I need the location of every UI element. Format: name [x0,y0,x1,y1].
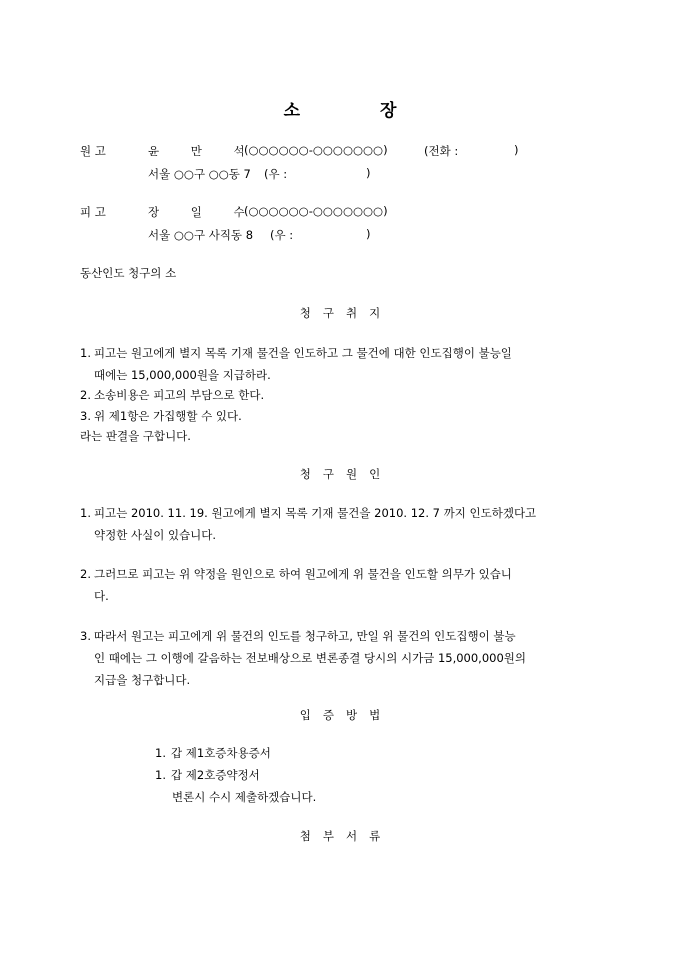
defendant-name: 장 일 수 [148,205,245,219]
evidence-num-2: 1. [155,768,166,782]
claim-purpose-num-3: 3. [80,409,91,423]
title-left: 소 [283,101,300,121]
plaintiff-phone-label: (전화 : [424,144,459,158]
plaintiff-zip-close: ) [366,166,371,180]
plaintiff-role: 원 고 [80,144,106,158]
claim-purpose-heading: 청구취지 [299,306,393,320]
defendant-address: 서울 ○○구 사직동 8 [148,228,254,242]
claim-cause-item-2 [80,563,610,607]
plaintiff-phone-close: ) [514,143,519,157]
defendant-role: 피 고 [80,205,106,219]
claim-purpose-text-1a: 피고는 원고에게 별지 목록 기재 물건을 인도하고 그 물건에 대한 인도집행이 불능일 [94,346,512,360]
defendant-zip-label: (우 : [270,228,294,242]
claim-cause-num-1: 1. [80,506,91,520]
defendant-id: (○○○○○○-○○○○○○○) [244,204,388,218]
claim-cause-num-3: 3. [80,629,91,643]
evidence-num-1: 1. [155,746,166,760]
claim-cause-text-1b: 약정한 사실이 있습니다. [94,528,217,542]
claim-purpose-text-2: 소송비용은 피고의 부담으로 한다. [94,388,265,402]
defendant-zip-close: ) [366,227,371,241]
claim-cause-text-2a: 그러므로 피고는 위 약정을 원인으로 하여 원고에게 위 물건을 인도할 의무가 있습니 [94,567,512,581]
claim-purpose-closing: 라는 판결을 구합니다. [80,429,191,443]
evidence-text-1: 갑 제1호증차용증서 [171,746,271,760]
claim-cause-item-1 [80,502,610,546]
claim-cause-heading: 청구원인 [299,467,393,481]
claim-purpose-text-1b: 때에는 15,000,000원을 지급하라. [94,368,271,382]
plaintiff-id: (○○○○○○-○○○○○○○) [244,143,388,157]
evidence-item-1 [155,745,271,761]
claim-cause-item-3 [80,625,610,691]
plaintiff-zip-label: (우 : [264,167,288,181]
evidence-heading: 입증방법 [299,708,393,722]
evidence-text-2: 갑 제2호증약정서 [171,768,260,782]
evidence-note: 변론시 수시 제출하겠습니다. [172,790,317,804]
claim-purpose-item-3 [80,405,610,427]
claim-cause-text-3a: 따라서 원고는 피고에게 위 물건의 인도를 청구하고, 만일 위 물건의 인도집행이 불능 [94,629,516,643]
claim-purpose-text-3: 위 제1항은 가집행할 수 있다. [94,409,242,423]
case-title: 동산인도 청구의 소 [80,266,177,280]
claim-cause-text-1a: 피고는 2010. 11. 19. 원고에게 별지 목록 기재 물건을 2010. 12. 7 까지 인도하겠다고 [94,506,537,520]
evidence-item-2 [155,767,260,783]
claim-purpose-num-2: 2. [80,388,91,402]
claim-cause-text-2b: 다. [94,589,109,603]
claim-purpose-item-1 [80,342,610,386]
document-title [0,96,680,121]
plaintiff-name: 윤 만 석 [148,144,245,158]
claim-cause-num-2: 2. [80,567,91,581]
claim-purpose-item-2 [80,384,610,406]
claim-cause-text-3c: 지급을 청구합니다. [94,673,191,687]
claim-purpose-num-1: 1. [80,346,91,360]
title-right: 장 [380,101,397,121]
plaintiff-address: 서울 ○○구 ○○동 7 [148,167,251,181]
attachments-heading: 첨부서류 [299,829,393,843]
claim-cause-text-3b: 인 때에는 그 이행에 갈음하는 전보배상으로 변론종결 당시의 시가금 15,000,000원의 [94,651,527,665]
